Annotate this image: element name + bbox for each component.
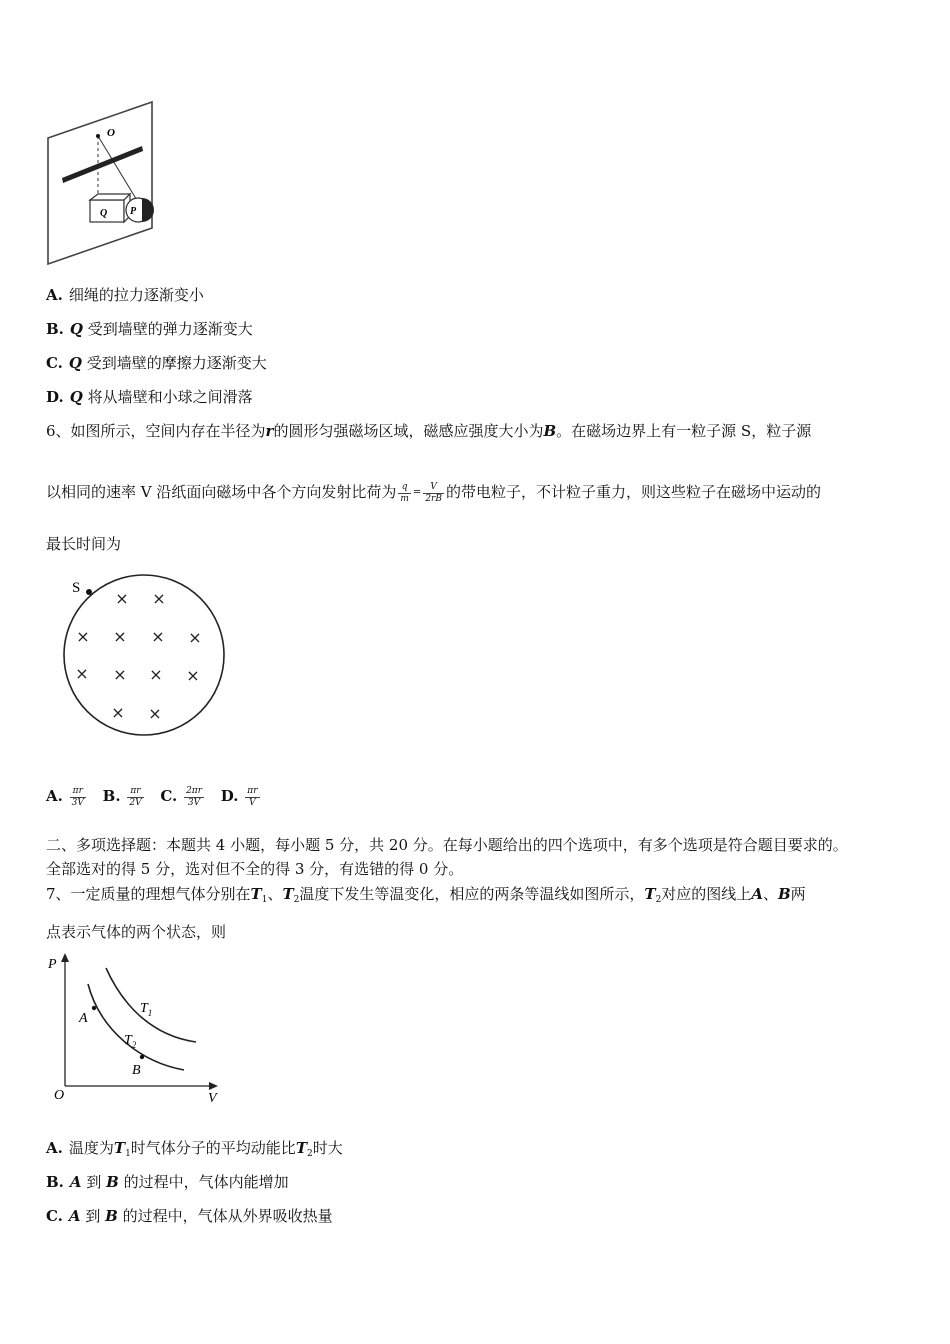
q6-stem-line1: 6、如图所示，空间内存在半径为r的圆形匀强磁场区域，磁感应强度大小为B。在磁场边界上有一粒子源 S，粒子源 bbox=[46, 422, 812, 440]
field-x: × bbox=[149, 665, 163, 684]
section2-heading-line1: 二、多项选择题：本题共 4 小题，每小题 5 分，共 20 分。在每小题给出的四个选项中，有多个选项是符合题目要求的。 bbox=[46, 836, 848, 854]
prev-option-a: A. 细绳的拉力逐渐变小 bbox=[46, 286, 204, 304]
charge-ratio-left: $\frac{q}{m}$ bbox=[400, 481, 409, 504]
field-x: × bbox=[115, 589, 129, 608]
origin-label: O bbox=[54, 1088, 65, 1103]
q6-option-a-value: $\frac{\pi r}{3V}$ bbox=[71, 785, 84, 808]
wall-diagram bbox=[44, 98, 160, 268]
label-o: O bbox=[107, 127, 115, 139]
source-s-label: S bbox=[72, 580, 81, 596]
field-x: × bbox=[186, 666, 200, 685]
q7-stem-line2: 点表示气体的两个状态，则 bbox=[46, 923, 227, 941]
field-x: × bbox=[113, 627, 127, 646]
q6-option-d-value: $\frac{\pi r}{V}$ bbox=[247, 785, 258, 808]
field-x: × bbox=[148, 704, 162, 723]
q6-option-b-value: $\frac{\pi r}{2V}$ bbox=[129, 785, 142, 808]
field-x: × bbox=[113, 665, 127, 684]
q6-options: A. $\frac{\pi r}{3V}$ B. $\frac{\pi r}{2V}$ C. $\frac{2\pi r}{3V}$ D. $\frac{\pi r}{V}$ bbox=[46, 785, 258, 808]
q6-stem-line3: 最长时间为 bbox=[46, 535, 122, 553]
point-b-label: B bbox=[132, 1063, 141, 1078]
q7-stem-line1: 7、一定质量的理想气体分别在$T_1$、$T_2$温度下发生等温变化，相应的两条等温线如图所示，$T_2$对应的图线上A、B两 bbox=[46, 885, 806, 905]
field-x: × bbox=[152, 589, 166, 608]
curve-t2-label: $T_2$ bbox=[124, 1033, 137, 1050]
field-x: × bbox=[151, 627, 165, 646]
p-axis-label: P bbox=[48, 957, 57, 972]
q6-option-c-value: $\frac{2\pi r}{3V}$ bbox=[186, 785, 203, 808]
curve-t1-label: $T_1$ bbox=[140, 1001, 153, 1018]
v-axis-label: V bbox=[208, 1091, 217, 1106]
field-x: × bbox=[76, 627, 90, 646]
prev-option-d: D. Q 将从墙壁和小球之间滑落 bbox=[46, 388, 253, 406]
prev-option-c: C. Q 受到墙壁的摩擦力逐渐变大 bbox=[46, 354, 267, 372]
section2-heading-line2: 全部选对的得 5 分，选对但不全的得 3 分，有选错的得 0 分。 bbox=[46, 860, 464, 878]
field-marks bbox=[75, 589, 201, 723]
label-p: P bbox=[130, 206, 137, 217]
q7-option-a: A. 温度为$T_1$时气体分子的平均动能比$T_2$时大 bbox=[46, 1139, 343, 1159]
field-x: × bbox=[75, 664, 89, 683]
charge-ratio-right: $\frac{V}{2rB}$ bbox=[425, 481, 442, 504]
q7-option-c: C. A 到 B 的过程中，气体从外界吸收热量 bbox=[46, 1207, 333, 1225]
q7-option-b: B. A 到 B 的过程中，气体内能增加 bbox=[46, 1173, 289, 1191]
label-q: Q bbox=[100, 208, 108, 219]
point-a-label: A bbox=[79, 1011, 88, 1026]
field-x: × bbox=[111, 703, 125, 722]
field-x: × bbox=[188, 628, 202, 647]
pv-diagram bbox=[44, 950, 224, 1106]
q6-stem-line2: 以相同的速率 V 沿纸面向磁场中各个方向发射比荷为 $\frac{q}{m}$ = $\frac{V}{2rB}$ 的带电粒子，不计粒子重力，则这些粒子在磁场中运动的 bbox=[46, 481, 821, 504]
magnetic-field-diagram bbox=[58, 568, 238, 748]
prev-option-b: B. Q 受到墙壁的弹力逐渐变大 bbox=[46, 320, 253, 338]
